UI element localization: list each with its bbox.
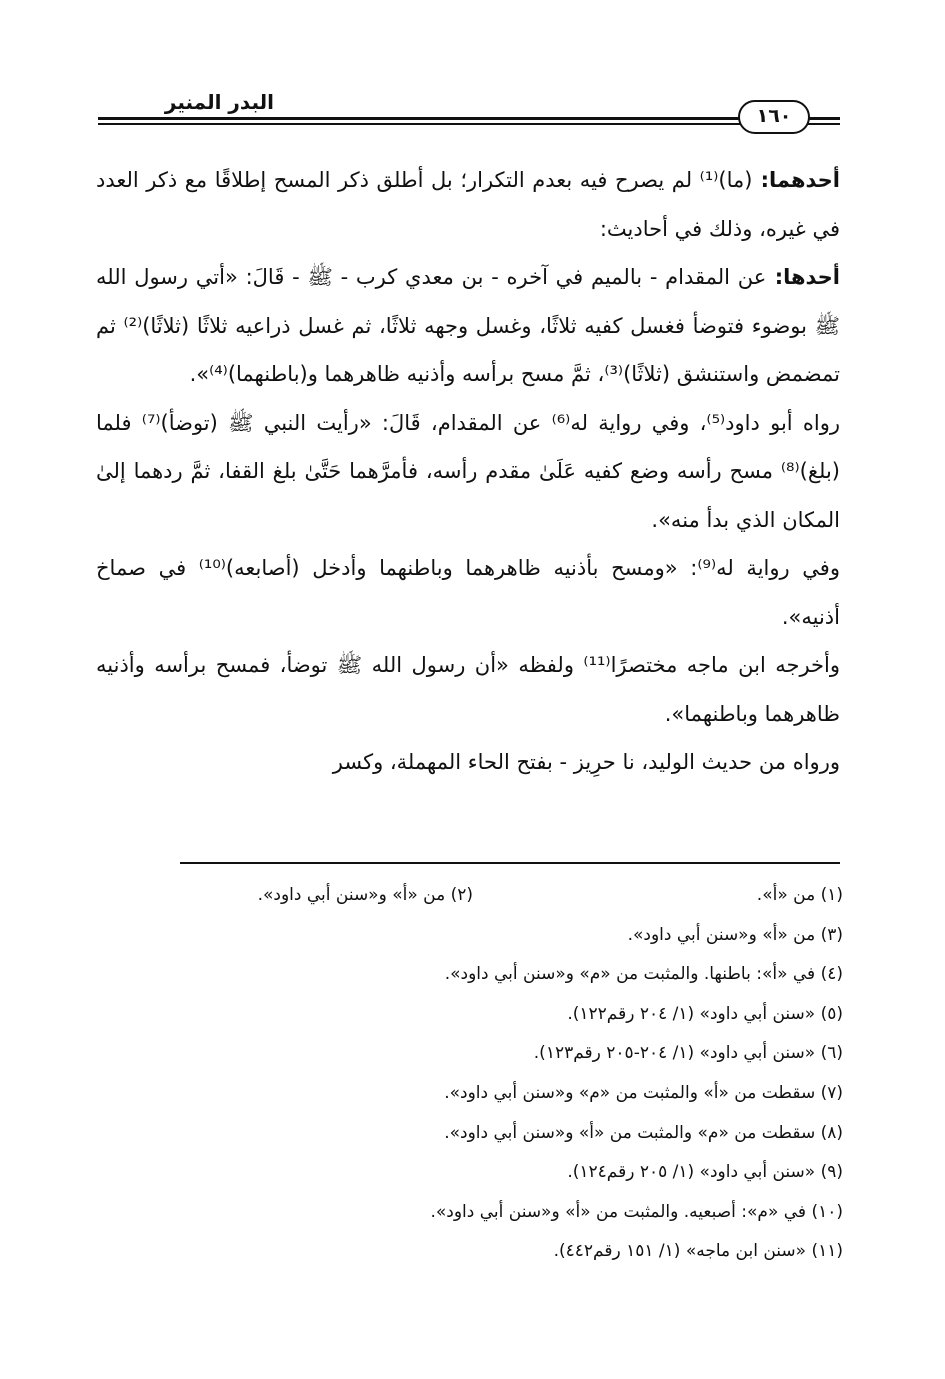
header-rule-thin (98, 123, 840, 125)
footnote-row (99, 876, 843, 916)
footnote-separator (180, 862, 840, 864)
paragraph (96, 738, 840, 787)
footnote-4: (٤) في «أ»: باطنها. والمثبت من «م» و«سنن أبي داود». (444, 964, 843, 985)
paragraph-text: ورواه من حديث الوليد، نا حرِيز - بفتح الحاء المهملة، وكسر (332, 750, 840, 774)
paragraph-text: (ما)⁽¹⁾ لم يصرح فيه بعدم التكرار؛ بل أطلق ذكر المسح إطلاقًا مع ذكر العدد في غيره، وذلك في أحاديث: (96, 168, 840, 241)
header-rule-thick (98, 117, 840, 120)
paragraph (96, 253, 840, 399)
footnote-2: (٢) من «أ» و«سنن أبي داود». (257, 885, 473, 905)
running-title: البدر المنير (164, 90, 274, 114)
paragraph (96, 641, 840, 738)
paragraph-text: رواه أبو داود⁽⁵⁾، وفي رواية له⁽⁶⁾ عن المقدام، قَالَ: «رأيت النبي ﷺ (توضأ)⁽⁷⁾ فلما (بلغ)⁽⁸⁾ مسح رأسه وضع كفيه عَلَىٰ مقدم رأسه، فأمرَّهما حَتَّىٰ بلغ القفا، ثمَّ ردهما إلىٰ المكان الذي بدأ منه». (96, 410, 841, 532)
paragraph (96, 156, 840, 253)
paragraph (96, 544, 840, 641)
footnote-11: (١١) «سنن ابن ماجه» (١/ ١٥١ رقم٤٤٢). (553, 1241, 843, 1262)
page-number: ١٦٠ (738, 100, 810, 134)
paragraph-text: وأخرجه ابن ماجه مختصرًا⁽¹¹⁾ ولفظه «أن رسول الله ﷺ توضأ، فمسح برأسه وأذنيه ظاهرهما وباطنهما». (96, 653, 841, 726)
footnote-7: (٧) سقطت من «أ» والمثبت من «م» و«سنن أبي داود». (444, 1082, 843, 1103)
footnote-10: (١٠) في «م»: أصبعيه. والمثبت من «أ» و«سنن أبي داود». (430, 1201, 843, 1222)
footnote-1: (١) من «أ». (756, 885, 843, 905)
page-header (98, 84, 840, 144)
paragraph-lead: أحدهما: (752, 168, 841, 192)
footnote-8: (٨) سقطت من «م» والمثبت من «أ» و«سنن أبي داود». (444, 1122, 843, 1143)
footnote-6: (٦) «سنن أبي داود» (١/ ٢٠٤-٢٠٥ رقم١٢٣). (533, 1043, 843, 1064)
footnotes (99, 876, 843, 1272)
paragraph-text: عن المقدام - بالميم في آخره - بن معدي كرب - ﷺ - قَالَ: «أتي رسول الله ﷺ بوضوء فتوضأ فغسل كفيه ثلاثًا، وغسل وجهه ثلاثًا، ثم غسل ذراعيه ثلاثًا (ثلاثًا)⁽²⁾ ثم تمضمض واستنشق (ثلاثًا)⁽³⁾، ثمَّ مسح برأسه وأذنيه ظاهرهما و(باطنهما)⁽⁴⁾». (96, 265, 840, 386)
paragraph (96, 399, 840, 545)
paragraph-text: وفي رواية له⁽⁹⁾: «ومسح بأذنيه ظاهرهما وباطنهما وأدخل (أصابعه)⁽¹⁰⁾ في صماخ أذنيه». (96, 556, 840, 629)
footnote-5: (٥) «سنن أبي داود» (١/ ٢٠٤ رقم١٢٢). (567, 1003, 843, 1024)
paragraph-lead: أحدها: (766, 265, 840, 289)
footnote-9: (٩) «سنن أبي داود» (١/ ٢٠٥ رقم١٢٤). (567, 1162, 843, 1183)
footnote-3: (٣) من «أ» و«سنن أبي داود». (627, 924, 843, 945)
main-text (96, 156, 840, 787)
